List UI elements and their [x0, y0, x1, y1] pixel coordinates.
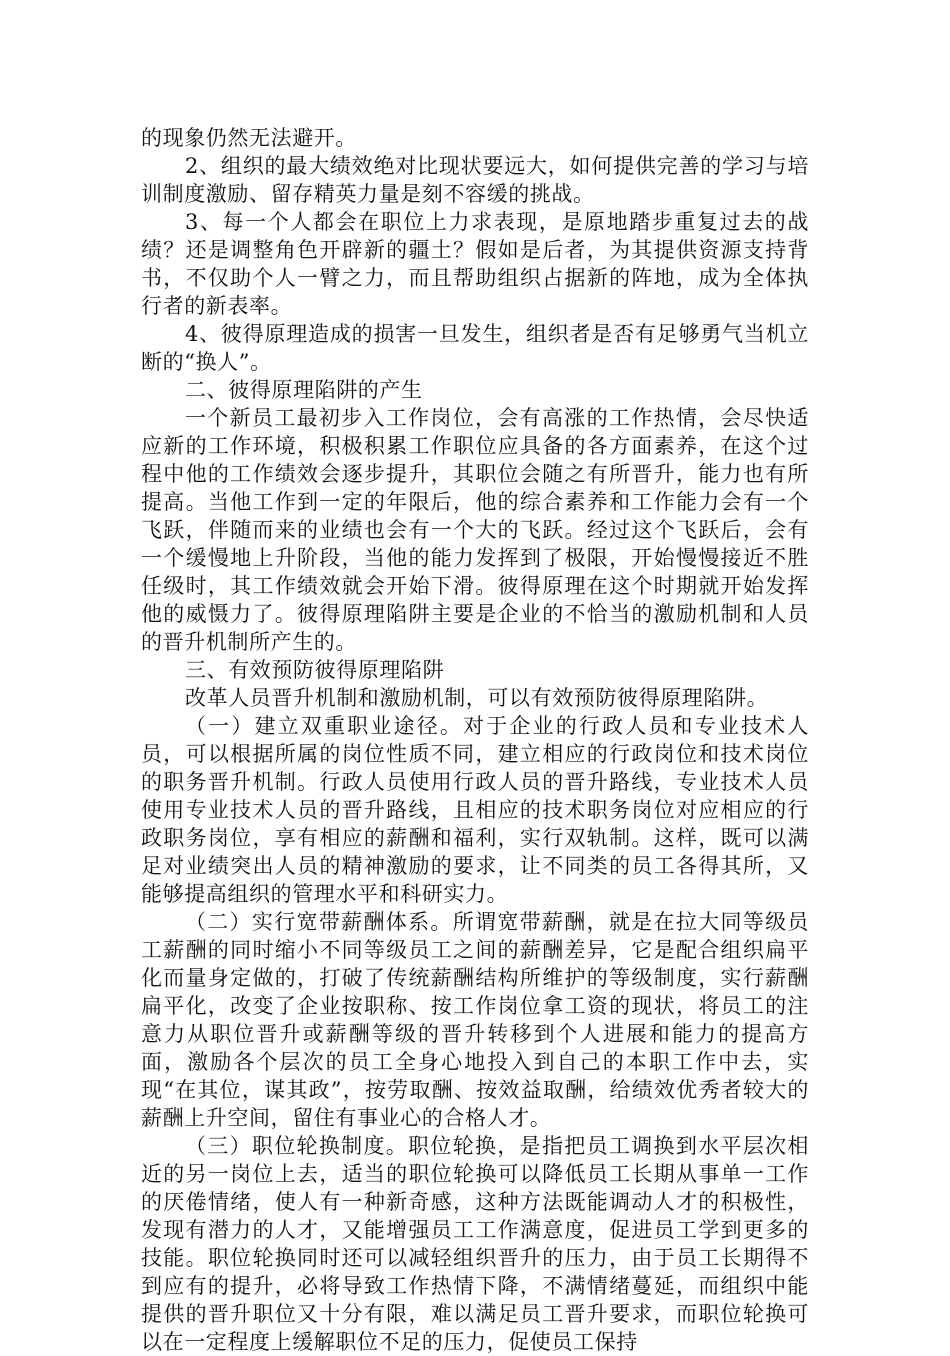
paragraph: 4、彼得原理造成的损害一旦发生，组织者是否有足够勇气当机立断的“换人”。: [141, 322, 809, 374]
paragraph: 3、每一个人都会在职位上力求表现，是原地踏步重复过去的战绩？还是调整角色开辟新的疆土？假如是后者，为其提供资源支持背书，不仅助个人一臂之力，而且帮助组织占据新的阵地，成为全体执行者的新表率。: [141, 210, 809, 318]
paragraph: 2、组织的最大绩效绝对比现状要远大，如何提供完善的学习与培训制度激励、留存精英力量是刻不容缓的挑战。: [141, 154, 809, 206]
paragraph: （一）建立双重职业途径。对于企业的行政人员和专业技术人员，可以根据所属的岗位性质不同，建立相应的行政岗位和技术岗位的职务晋升机制。行政人员使用行政人员的晋升路线，专业技术人员使用专业技术人员的晋升路线，且相应的技术职务岗位对应相应的行政职务岗位，享有相应的薪酬和福利，实行双轨制。这样，既可以满足对业绩突出人员的精神激励的要求，让不同类的员工各得其所，又能够提高组织的管理水平和科研实力。: [141, 714, 809, 906]
section-heading: 二、彼得原理陷阱的产生: [185, 378, 423, 402]
paragraph: 一个新员工最初步入工作岗位，会有高涨的工作热情，会尽快适应新的工作环境，积极积累工作职位应具备的各方面素养，在这个过程中他的工作绩效会逐步提升，其职位会随之有所晋升，能力也有所提高。当他工作到一定的年限后，他的综合素养和工作能力会有一个飞跃，伴随而来的业绩也会有一个大的飞跃。经过这个飞跃后，会有一个缓慢地上升阶段，当他的能力发挥到了极限，开始慢慢接近不胜任级时，其工作绩效就会开始下滑。彼得原理在这个时期就开始发挥他的威慑力了。彼得原理陷阱主要是企业的不恰当的激励机制和人员的晋升机制所产生的。: [141, 406, 809, 654]
paragraph: 改革人员晋升机制和激励机制，可以有效预防彼得原理陷阱。: [185, 686, 769, 710]
paragraph: 的现象仍然无法避开。: [141, 126, 357, 150]
paragraph: （三）职位轮换制度。职位轮换，是指把员工调换到水平层次相近的另一岗位上去，适当的职位轮换可以降低员工长期从事单一工作的厌倦情绪，使人有一种新奇感，这种方法既能调动人才的积极性，发现有潜力的人才，又能增强员工工作满意度，促进员工学到更多的技能。职位轮换同时还可以减轻组织晋升的压力，由于员工长期得不到应有的提升，必将导致工作热情下降，不满情绪蔓延，而组织中能提供的晋升职位又十分有限，难以满足员工晋升要求，而职位轮换可以在一定程度上缓解职位不足的压力，促使员工保持: [141, 1134, 809, 1354]
section-heading: 三、有效预防彼得原理陷阱: [185, 658, 445, 682]
document-body: [141, 124, 809, 1356]
paragraph: （二）实行宽带薪酬体系。所谓宽带薪酬，就是在拉大同等级员工薪酬的同时缩小不同等级员工之间的薪酬差异，它是配合组织扁平化而量身定做的，打破了传统薪酬结构所维护的等级制度，实行薪酬扁平化，改变了企业按职称、按工作岗位拿工资的现状，将员工的注意力从职位晋升或薪酬等级的晋升转移到个人进展和能力的提高方面，激励各个层次的员工全身心地投入到自己的本职工作中去，实现“在其位，谋其政”，按劳取酬、按效益取酬，给绩效优秀者较大的薪酬上升空间，留住有事业心的合格人才。: [141, 910, 809, 1130]
